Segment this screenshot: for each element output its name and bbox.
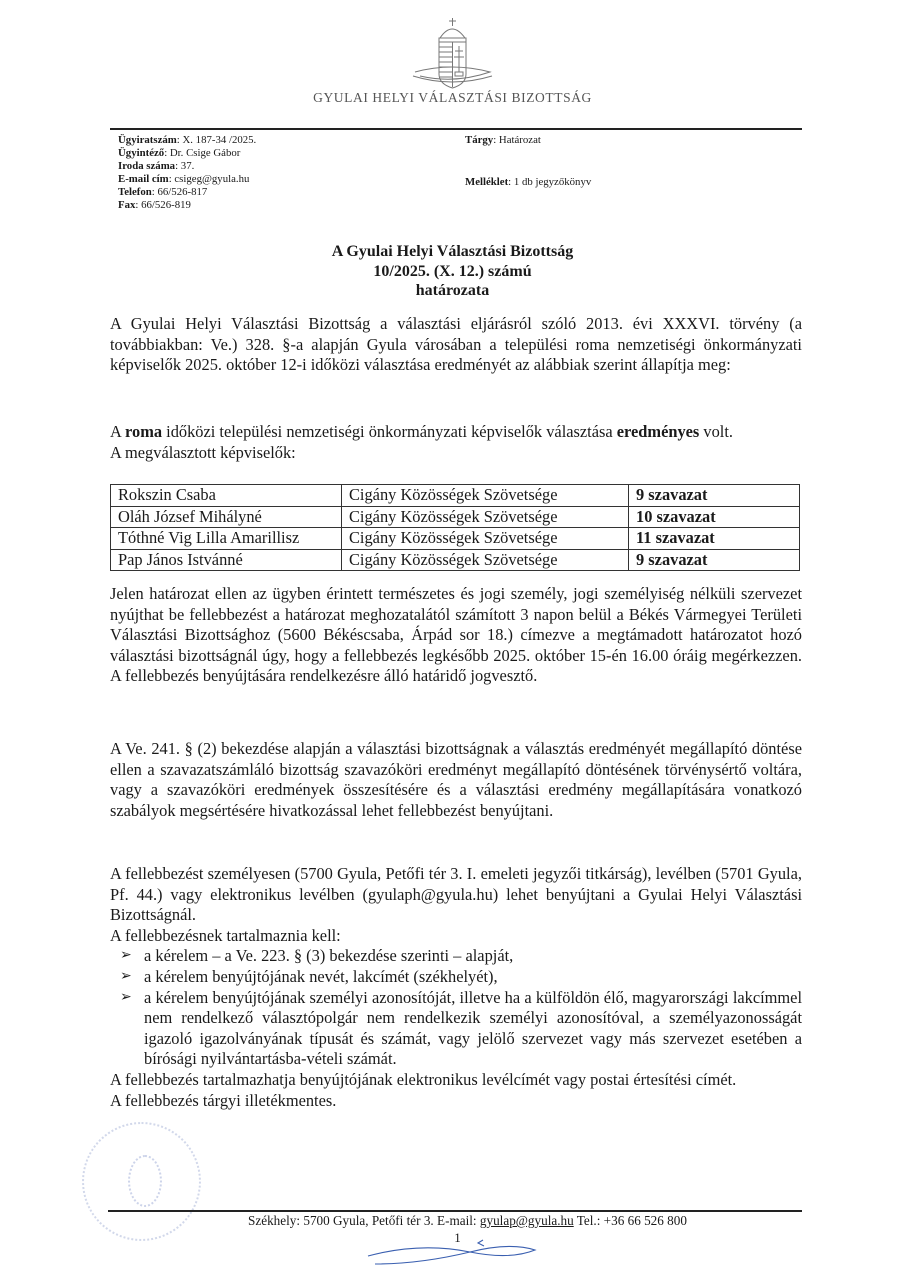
list-item: ➢ a kérelem benyújtójának nevét, lakcímét (székhelyét),: [120, 966, 498, 986]
appeal-requirements-list: [110, 946, 802, 1070]
meta-office-number: Iroda száma: 37.: [118, 160, 195, 173]
paragraph-decision-basis: A Gyulai Helyi Választási Bizottság a választási eljárásról szóló 2013. évi XXXVI. törvény (a továbbiakban: Ve.) 328. §-a alapján Gyula városában a települési roma nemzetiségi önkormányzati képviselők 2025. október 12-i időközi választása eredményét az alábbiak szerint állapítja meg:: [110, 314, 802, 375]
table-row: [111, 549, 800, 571]
arrow-bullet-icon: ➢: [120, 989, 132, 1005]
paragraph-result: A roma időközi települési nemzetiségi önkormányzati képviselők választása eredményes volt. A megválasztott képviselők:: [110, 422, 734, 462]
arrow-bullet-icon: ➢: [120, 948, 132, 964]
candidate-name: Pap János Istvánné: [111, 549, 342, 571]
title-line-3: határozata: [415, 282, 490, 299]
candidate-votes: 11 szavazat: [629, 528, 800, 550]
candidate-organization: Cigány Közösségek Szövetsége: [342, 506, 629, 528]
paragraph-appeal-grounds: A Ve. 241. § (2) bekezdése alapján a választási bizottságnak a választás eredményét megállapító döntése ellen a szavazatszámláló bizottság szavazóköri eredményt megállapító döntésének törvénysértő voltára, vagy a szavazóköri eredmények összesítésére és a választási eredmény megállapítására vonatkozó szabályok megsértésére hivatkozással lehet fellebbezést benyújtani.: [110, 739, 802, 820]
meta-case-number: Ügyiratszám: X. 187-34 /2025.: [118, 134, 257, 146]
arrow-bullet-icon: ➢: [120, 968, 132, 984]
table-row: [111, 506, 800, 528]
list-item: ➢ a kérelem – a Ve. 223. § (3) bekezdése szerinti – alapját,: [120, 946, 514, 966]
appeal-optional-contents: A fellebbezés tartalmazhatja benyújtójának elektronikus levélcímét vagy postai értesítési címét.: [110, 1069, 737, 1089]
meta-administrator: Ügyintéző: Dr. Csige Gábor: [118, 147, 241, 160]
table-row: [111, 485, 800, 507]
meta-subject: Tárgy: Határozat: [465, 134, 541, 146]
coat-of-arms-icon: [395, 14, 510, 94]
case-meta: [118, 134, 256, 213]
candidate-name: Oláh József Mihályné: [111, 506, 342, 528]
subject-meta: [465, 134, 591, 189]
meta-phone: Telefon: 66/526-817: [118, 186, 208, 199]
signature-icon: [360, 1238, 540, 1268]
document-title: [0, 242, 905, 301]
stamp-center-icon: [128, 1155, 162, 1207]
footer-divider: [108, 1210, 802, 1212]
candidate-votes: 9 szavazat: [629, 549, 800, 571]
candidate-votes: 10 szavazat: [629, 506, 800, 528]
elected-representatives-label: A megválasztott képviselők:: [110, 442, 296, 462]
meta-email: E-mail cím: csigeg@gyula.hu: [118, 173, 250, 186]
appeal-contents-label: A fellebbezésnek tartalmaznia kell:: [110, 925, 341, 945]
candidate-name: Rokszin Csaba: [111, 485, 342, 507]
list-item: ➢ a kérelem benyújtójának személyi azonosítóját, illetve ha a külföldön élő, magyarországi lakcímmel nem rendelkező választópolgár nem rendelkezik személyi azonosítóval, a személyazonosságát igazoló igazolványának típusát és számát, vagy jelölő szervezet vagy más szervezet esetében a bírósági nyilvántartásba-vételi számát.: [120, 987, 802, 1069]
results-table: [110, 484, 800, 571]
candidate-name: Tóthné Vig Lilla Amarillisz: [111, 528, 342, 550]
paragraph-appeal-rights: Jelen határozat ellen az ügyben érintett természetes és jogi személy, jogi személyiség nélküli szervezet nyújthat be fellebbezést a határozat meghozatalától számított 3 napon belül a Békés Vármegyei Területi Választási Bizottsághoz (5600 Békéscsaba, Árpád sor 18.) címezve a megtámadott határozatot hozó választási bizottságnál úgy, hogy a fellebbezés legkésőbb 2025. október 15-én 16.00 óráig megérkezzen. A fellebbezés benyújtására rendelkezésre álló határidő jogvesztő.: [110, 584, 802, 686]
appeal-fee-exemption: A fellebbezés tárgyi illetékmentes.: [110, 1090, 337, 1110]
appeal-submission-text: A fellebbezést személyesen (5700 Gyula, Petőfi tér 3. I. emeleti jegyzői titkárság), levélben (5701 Gyula, Pf. 44.) vagy elektronikus levélben (gyulaph@gyula.hu) lehet benyújtani a Gyulai Helyi Választási Bizottságnál.: [110, 864, 802, 925]
meta-fax: Fax: 66/526-819: [118, 199, 191, 212]
candidate-organization: Cigány Közösségek Szövetsége: [342, 485, 629, 507]
meta-attachment: Melléklet: 1 db jegyzőkönyv: [465, 176, 592, 189]
paragraph-appeal-submission: [110, 864, 802, 1111]
page-number: 1: [454, 1230, 461, 1245]
table-row: [111, 528, 800, 550]
footer-contact: Székhely: 5700 Gyula, Petőfi tér 3. E-mail: gyulap@gyula.hu Tel.: +36 66 526 800: [248, 1213, 687, 1228]
header-divider: [110, 128, 802, 130]
candidate-organization: Cigány Közösségek Szövetsége: [342, 549, 629, 571]
title-line-2: 10/2025. (X. 12.) számú: [373, 262, 532, 280]
organization-name: GYULAI HELYI VÁLASZTÁSI BIZOTTSÁG: [313, 90, 592, 105]
candidate-votes: 9 szavazat: [629, 485, 800, 507]
title-line-1: A Gyulai Helyi Választási Bizottság: [331, 243, 574, 260]
candidate-organization: Cigány Közösségek Szövetsége: [342, 528, 629, 550]
footer-email-link[interactable]: gyulap@gyula.hu: [479, 1213, 574, 1228]
